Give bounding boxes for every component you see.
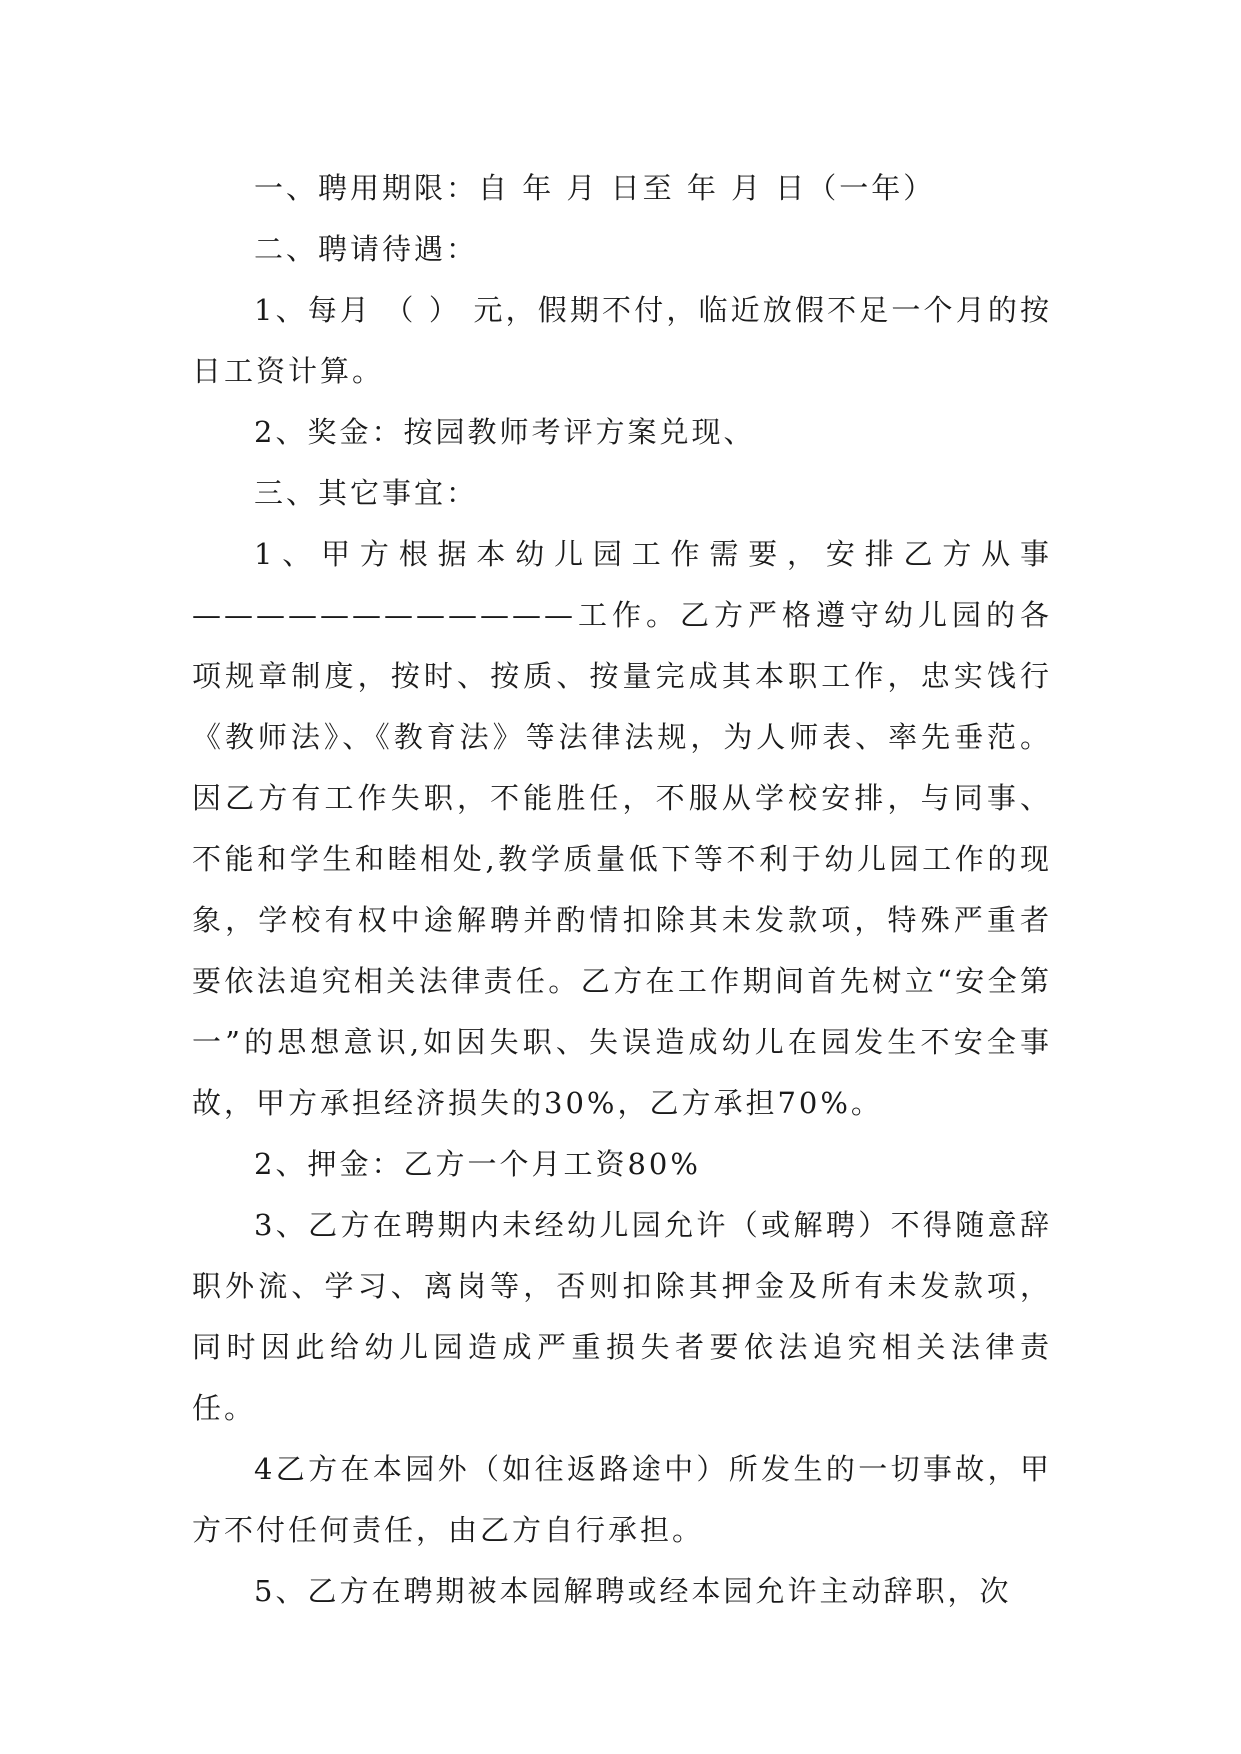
clause-other-dismissal: 5、乙方在聘期被本园解聘或经本园允许主动辞职，次 (254, 1574, 1012, 1608)
clause-other-resignation: 3、乙方在聘期内未经幼儿园允许（或解聘）不得随意辞职外流、学习、离岗等，否则扣除其押金及所有未发款项，同时因此给幼儿园造成严重损失者要依法追究相关法律责任。 (192, 1208, 1052, 1425)
clause-salary-monthly: 1、每月 （ ） 元，假期不付，临近放假不足一个月的按日工资计算。 (192, 293, 1052, 388)
clause-other-deposit: 2、押金：乙方一个月工资80% (254, 1147, 701, 1181)
clause-salary-bonus: 2、奖金：按园教师考评方案兑现、 (254, 415, 756, 449)
clause-term-heading: 一、聘用期限：自 年 月 日至 年 月 日（一年） (254, 171, 936, 205)
document-body (192, 158, 1052, 1622)
clause-salary-heading: 二、聘请待遇： (254, 232, 479, 266)
clause-other-duties: 1、甲方根据本幼儿园工作需要，安排乙方从事————————————工作。乙方严格遵守幼儿园的各项规章制度，按时、按质、按量完成其本职工作，忠实饯行《教师法》、《教育法》等法律法规，为人师表、率先垂范。因乙方有工作失职，不能胜任，不服从学校安排，与同事、不能和学生和睦相处,教学质量低下等不利于幼儿园工作的现象，学校有权中途解聘并酌情扣除其未发款项，特殊严重者要依法追究相关法律责任。乙方在工作期间首先树立“安全第一”的思想意识,如因失职、失误造成幼儿在园发生不安全事故，甲方承担经济损失的30%，乙方承担70%。 (192, 537, 1052, 1120)
clause-other-offsite-accidents: 4乙方在本园外（如往返路途中）所发生的一切事故，甲方不付任何责任，由乙方自行承担。 (192, 1452, 1052, 1547)
clause-other-heading: 三、其它事宜： (254, 476, 479, 510)
